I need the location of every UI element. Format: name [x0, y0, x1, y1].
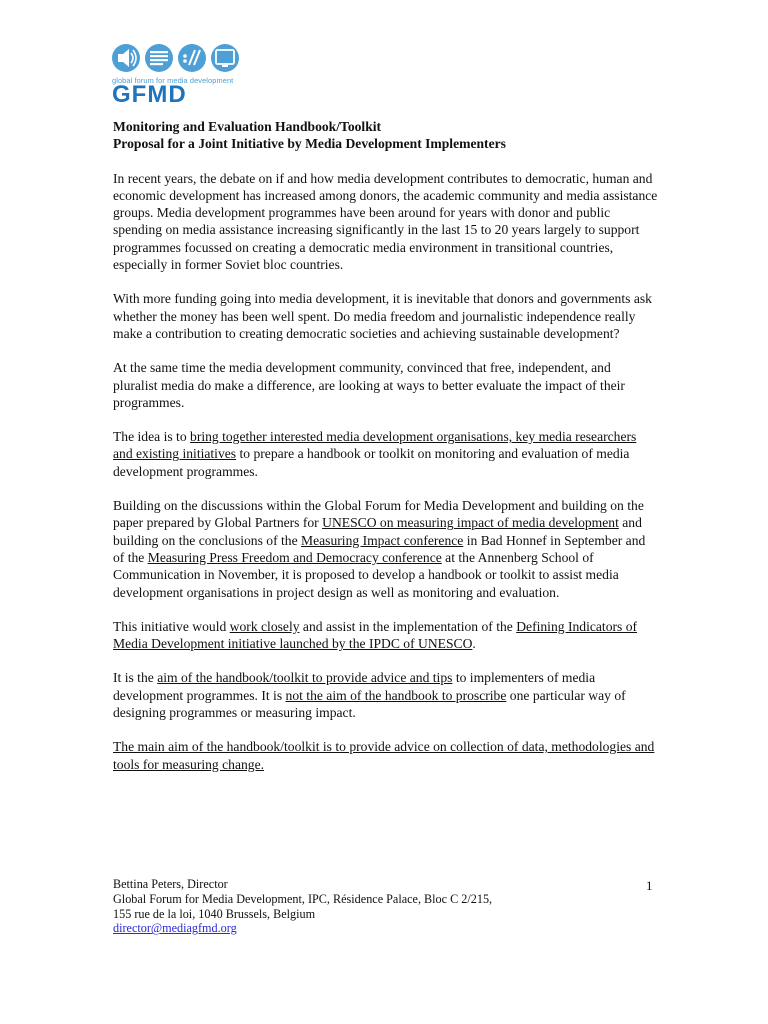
speaker-icon — [112, 44, 140, 72]
document-body — [113, 118, 658, 773]
web-icon — [178, 44, 206, 72]
unesco-measuring-impact-ref: UNESCO on measuring impact of media development — [322, 515, 619, 531]
paragraph-7-text-end: one particular way of designing programmes or measuring impact. — [113, 687, 626, 721]
paragraph-5-text-2: and building on the conclusions of the — [113, 515, 642, 548]
aim-of-handbook-ref: aim of the handbook/toolkit to provide advice and tips — [157, 670, 453, 686]
logo-wordmark: GFMD — [112, 81, 187, 108]
paragraph-4-text: The idea is to — [113, 429, 191, 445]
paragraph-7-text-2: to implementers of media development programmes. It is — [113, 670, 596, 703]
paragraph-4-underlined: bring together interested media development organisations, key media researchers and existing initiatives — [113, 429, 637, 462]
paragraph-7 — [113, 669, 658, 721]
paragraph-6-text-end: . — [472, 636, 476, 652]
paragraph-4-text-end: to prepare a handbook or toolkit on monitoring and evaluation of media development programmes. — [113, 446, 630, 479]
paragraph-6-text: This initiative would — [113, 618, 230, 634]
paragraph-4 — [113, 428, 658, 480]
footer — [113, 877, 613, 936]
paragraph-7-text: It is the — [113, 670, 158, 686]
not-aim-ref: not the aim of the handbook to proscribe — [285, 687, 507, 703]
footer-address: 155 rue de la loi, 1040 Brussels, Belgium — [113, 906, 316, 921]
paragraph-5-text-3: in Bad Honnef in September and of the — [113, 532, 646, 565]
paragraph-5-text-4: at the Annenberg School of Communication in November, it is proposed to develop a handbook or toolkit to assist media development organisations in project design as well as monitoring and evaluation. — [113, 549, 619, 600]
document-icon — [145, 44, 173, 72]
paragraph-1: In recent years, the debate on if and how media development contributes to democratic, human and economic development has increased among donors, the academic community and media assistance groups. Media development programmes have been around for years with donor and public spending on media assistance increasing significantly in the last 15 to 20 years largely to support programmes focussed on creating a democratic media environment in transitional countries, especially in former Soviet bloc countries. — [113, 170, 658, 273]
gfmd-logo — [112, 42, 244, 108]
paragraph-3: At the same time the media development community, convinced that free, independent, and pluralist media do make a difference, are looking at ways to better evaluate the impact of their programmes. — [113, 360, 625, 410]
document-title: Monitoring and Evaluation Handbook/Toolkit — [113, 119, 382, 134]
work-closely-ref: work closely — [229, 618, 300, 634]
paragraph-2: With more funding going into media development, it is inevitable that donors and governments ask whether the money has been well spent. Do media freedom and journalistic independence really make a contribution to creating democratic societies and achieving sustainable development? — [113, 291, 652, 341]
document-subtitle: Proposal for a Joint Initiative by Media Development Implementers — [113, 136, 506, 152]
measuring-impact-conference-ref: Measuring Impact conference — [301, 532, 464, 548]
paragraph-8: The main aim of the handbook/toolkit is to provide advice on collection of data, methodologies and tools for measuring change. — [113, 739, 655, 772]
logo-tagline: global forum for media development — [112, 76, 234, 85]
paragraph-6 — [113, 618, 658, 653]
paragraph-5-text: Building on the discussions within the Global Forum for Media Development and building on the paper prepared by Global Partners for — [113, 498, 644, 531]
footer-email-link[interactable]: director@mediagfmd.org — [113, 921, 237, 936]
screen-icon — [211, 44, 239, 72]
defining-indicators-ref: Defining Indicators of Media Development initiative launched by the IPDC of UNESCO — [113, 618, 638, 652]
footer-org: Global Forum for Media Development, IPC, Résidence Palace, Bloc C 2/215, — [113, 891, 493, 906]
page-number: 1 — [646, 878, 653, 893]
paragraph-6-text-2: and assist in the implementation of the — [299, 618, 517, 634]
footer-name: Bettina Peters, Director — [113, 877, 228, 891]
press-freedom-conference-ref: Measuring Press Freedom and Democracy conference — [147, 549, 442, 565]
logo-icons — [112, 42, 242, 74]
paragraph-5 — [113, 497, 658, 601]
